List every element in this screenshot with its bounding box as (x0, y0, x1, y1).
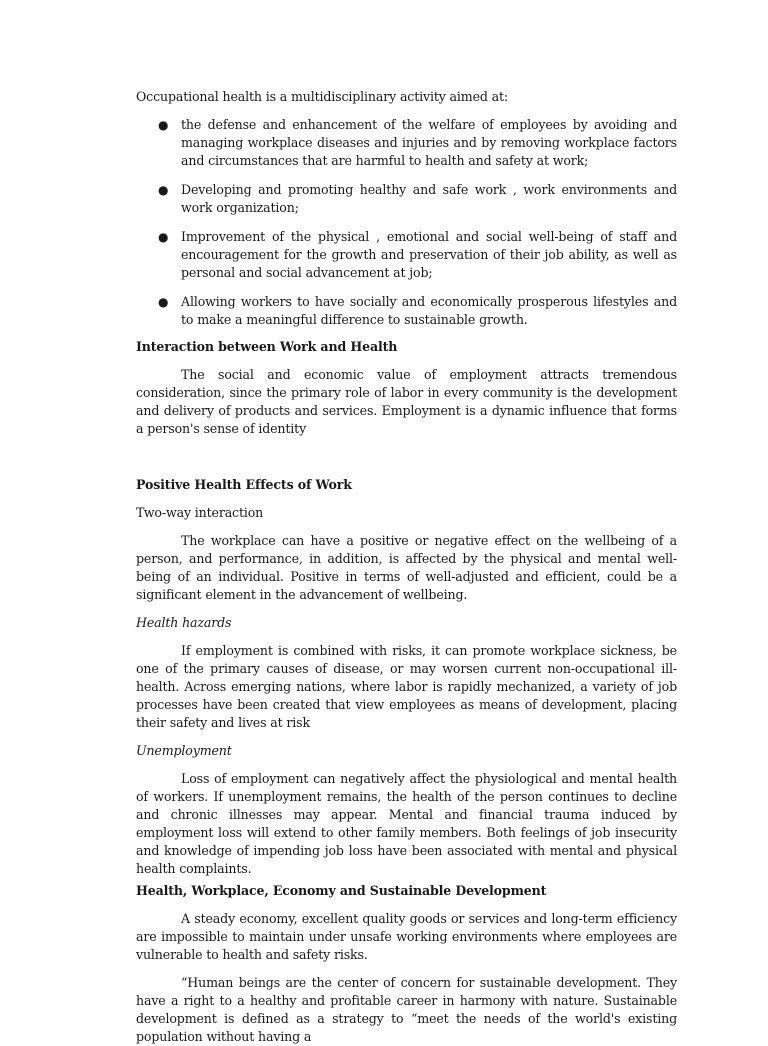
bullet-icon: ● (158, 183, 169, 197)
economy-paragraph: A steady economy, excellent quality goods or services and long-term efficiency are impossible to maintain under unsafe working environments where employees are vulnerable to health and safety risks. (136, 911, 677, 962)
two-way-paragraph: The workplace can have a positive or negative effect on the wellbeing of a person, and performance, in addition, is affected by the physical and mental well-being of an individual. Positive in terms of well-adjusted and efficient, could be a significant element in the advancement of wellbeing. (136, 533, 677, 602)
list-item-text: Developing and promoting healthy and safe work , work environments and work organization; (181, 182, 677, 215)
unemployment-subheading: Unemployment (136, 743, 232, 758)
health-hazards-subheading: Health hazards (136, 615, 232, 630)
section-heading-sustainable-development: Health, Workplace, Economy and Sustainable Development (136, 883, 547, 898)
list-item (136, 116, 677, 170)
list-item (136, 181, 677, 217)
health-hazards-paragraph: If employment is combined with risks, it can promote workplace sickness, be one of the primary causes of disease, or may worsen current non-occupational ill-health. Across emerging nations, where labor is rapidly mechanized, a variety of job processes have been created that view employees as means of development, placing their safety and lives at risk (136, 643, 677, 730)
sustainable-development-paragraph: “Human beings are the center of concern for sustainable development. They have a right to a healthy and profitable career in harmony with nature. Sustainable development is defined as a strategy to “meet the needs of the world's existing population without having a (136, 975, 677, 1044)
bullet-icon: ● (158, 230, 169, 244)
list-item-text: Improvement of the physical , emotional and social well-being of staff and encouragement for the growth and preservation of their job ability, as well as personal and social advancement at job; (181, 229, 677, 280)
two-way-interaction-subheading: Two-way interaction (136, 505, 264, 520)
list-item-text: Allowing workers to have socially and economically prosperous lifestyles and to make a meaningful difference to sustainable growth. (181, 294, 677, 327)
bullet-icon: ● (158, 118, 169, 132)
section-heading-positive-effects: Positive Health Effects of Work (136, 477, 352, 492)
work-health-paragraph: The social and economic value of employment attracts tremendous consideration, since the primary role of labor in every community is the development and delivery of products and services. Employment is a dynamic influence that forms a person's sense of identity (136, 367, 677, 436)
bullet-icon: ● (158, 295, 169, 309)
section-heading-work-health: Interaction between Work and Health (136, 339, 398, 354)
aims-list (136, 116, 677, 329)
list-item (136, 293, 677, 329)
list-item-text: the defense and enhancement of the welfare of employees by avoiding and managing workplace diseases and injuries and by removing workplace factors and circumstances that are harmful to health and safety at work; (181, 117, 677, 168)
list-item (136, 228, 677, 282)
intro-paragraph: Occupational health is a multidisciplinary activity aimed at: (136, 89, 509, 104)
document-page (136, 88, 677, 1046)
unemployment-paragraph: Loss of employment can negatively affect the physiological and mental health of workers. If unemployment remains, the health of the person continues to decline and chronic illnesses may appear. Mental and financial trauma induced by employment loss will extend to other family members. Both feelings of job insecurity and knowledge of impending job loss have been associated with mental and physical health complaints. (136, 771, 677, 876)
